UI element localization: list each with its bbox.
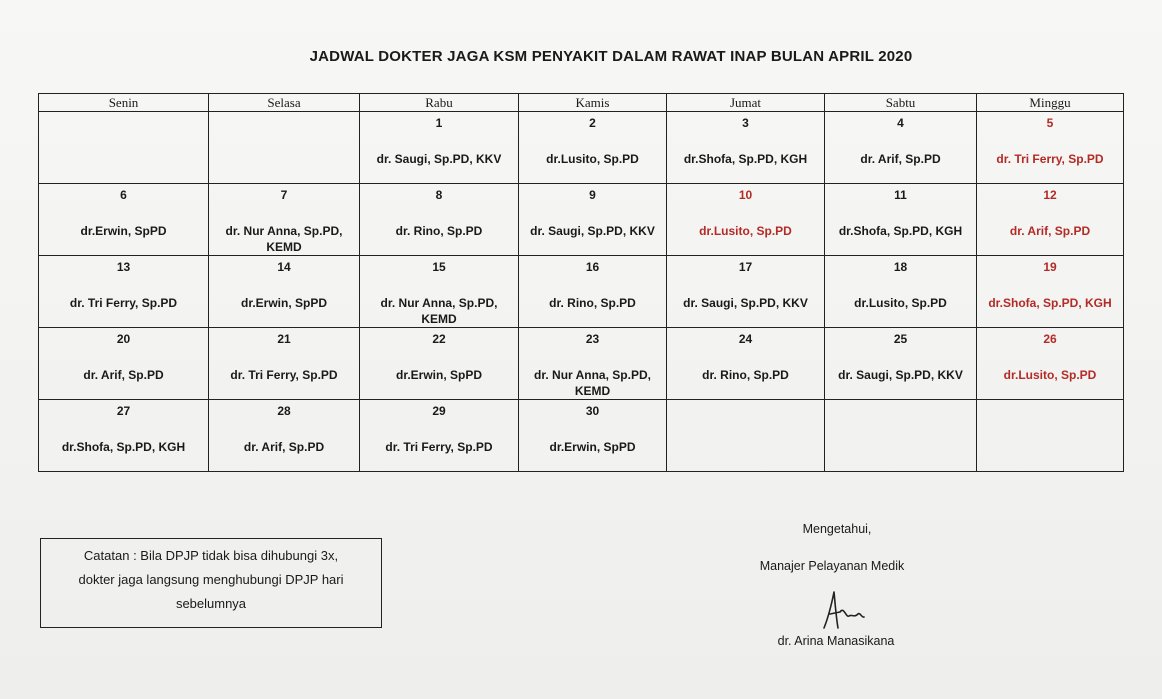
day-number: 6: [120, 188, 127, 202]
on-call-doctor: dr. Arif, Sp.PD: [243, 440, 325, 454]
signer-name: dr. Arina Manasikana: [777, 634, 895, 648]
on-call-doctor: dr. Arif, Sp.PD: [1009, 224, 1091, 238]
on-call-doctor: dr. Nur Anna, Sp.PD, KEMD: [380, 296, 498, 326]
day-cell: [209, 400, 360, 472]
day-number: 9: [589, 188, 596, 202]
day-number: 25: [893, 332, 908, 346]
day-cell: [977, 112, 1124, 184]
on-call-doctor: dr.Erwin, SpPD: [240, 296, 327, 310]
day-cell: [519, 256, 667, 328]
on-call-doctor: dr. Saugi, Sp.PD, KKV: [530, 224, 655, 238]
day-number: 17: [738, 260, 753, 274]
on-call-doctor: dr. Saugi, Sp.PD, KKV: [683, 296, 808, 310]
day-cell: [825, 328, 977, 400]
day-cell: [39, 256, 209, 328]
on-call-doctor: dr. Arif, Sp.PD: [83, 368, 164, 382]
day-number: 11: [894, 188, 907, 202]
day-number: 3: [742, 116, 749, 130]
schedule-title: JADWAL DOKTER JAGA KSM PENYAKIT DALAM RAWAT INAP BULAN APRIL 2020: [309, 48, 913, 65]
day-cell: [209, 328, 360, 400]
on-call-doctor: dr.Erwin, SpPD: [549, 440, 636, 454]
on-call-doctor: dr.Lusito, Sp.PD: [546, 152, 639, 166]
weekday-header: Kamis: [519, 94, 667, 112]
day-number: 23: [585, 332, 600, 346]
day-number: 5: [1046, 116, 1054, 130]
weekday-header: Senin: [39, 94, 209, 112]
weekday-header: Jumat: [667, 94, 825, 112]
day-cell: [39, 112, 209, 184]
day-cell: [360, 112, 519, 184]
day-number: 27: [116, 404, 131, 418]
signer-position: Manajer Pelayanan Medik: [759, 559, 905, 573]
day-cell: [977, 400, 1124, 472]
day-number: 18: [893, 260, 908, 274]
on-call-doctor: dr.Erwin, SpPD: [395, 368, 482, 382]
on-call-doctor: dr. Rino, Sp.PD: [702, 368, 789, 382]
day-cell: [825, 184, 977, 256]
on-call-doctor: dr.Lusito, Sp.PD: [699, 224, 792, 238]
day-cell: [667, 328, 825, 400]
on-call-doctor: dr. Tri Ferry, Sp.PD: [385, 440, 493, 454]
on-call-doctor: dr. Nur Anna, Sp.PD, KEMD: [534, 368, 651, 398]
day-number: 29: [432, 404, 446, 418]
weekday-header: Sabtu: [825, 94, 977, 112]
day-cell: [209, 112, 360, 184]
week-row: [39, 184, 1124, 256]
on-call-doctor: dr.Erwin, SpPD: [80, 224, 167, 238]
week-row: [39, 112, 1124, 184]
on-call-doctor: dr. Saugi, Sp.PD, KKV: [376, 152, 502, 166]
week-row: [39, 256, 1124, 328]
day-cell: [825, 112, 977, 184]
day-cell: [519, 184, 667, 256]
day-number: 22: [432, 332, 446, 346]
day-number: 10: [738, 188, 753, 202]
day-cell: [209, 256, 360, 328]
note-line: Catatan : Bila DPJP tidak bisa dihubungi 3x,: [83, 548, 339, 563]
day-cell: [977, 328, 1124, 400]
day-cell: [39, 184, 209, 256]
week-row: [39, 328, 1124, 400]
day-number: 16: [585, 260, 600, 274]
weekday-header: Rabu: [360, 94, 519, 112]
on-call-doctor: dr. Arif, Sp.PD: [860, 152, 941, 166]
day-cell: [39, 400, 209, 472]
day-cell: [667, 256, 825, 328]
note-box: [40, 538, 382, 628]
day-cell: [360, 256, 519, 328]
day-cell: [519, 112, 667, 184]
day-number: 21: [277, 332, 291, 346]
calendar-body: [39, 112, 1124, 472]
day-number: 28: [277, 404, 291, 418]
day-cell: [667, 112, 825, 184]
on-call-doctor: dr. Nur Anna, Sp.PD, KEMD: [225, 224, 343, 254]
day-cell: [360, 400, 519, 472]
day-cell: [825, 400, 977, 472]
day-cell: [519, 400, 667, 472]
day-number: 30: [585, 404, 600, 418]
week-row: [39, 400, 1124, 472]
day-number: 1: [435, 116, 443, 130]
day-cell: [667, 184, 825, 256]
on-call-doctor: dr.Lusito, Sp.PD: [854, 296, 947, 310]
on-call-doctor: dr. Saugi, Sp.PD, KKV: [838, 368, 963, 382]
on-call-doctor: dr. Tri Ferry, Sp.PD: [69, 296, 178, 310]
on-call-doctor: dr.Shofa, Sp.PD, KGH: [683, 152, 808, 166]
on-call-doctor: dr. Tri Ferry, Sp.PD: [230, 368, 338, 382]
handwritten-signature-icon: [818, 588, 868, 632]
day-number: 4: [897, 116, 904, 130]
on-call-doctor: dr. Tri Ferry, Sp.PD: [996, 152, 1104, 166]
on-call-doctor: dr.Lusito, Sp.PD: [1003, 368, 1097, 382]
day-number: 12: [1043, 188, 1057, 202]
note-line: dokter jaga langsung menghubungi DPJP hari: [78, 572, 344, 587]
day-cell: [977, 184, 1124, 256]
weekday-header-row: [39, 94, 1124, 112]
day-cell: [360, 328, 519, 400]
day-number: 14: [277, 260, 291, 274]
note-line: sebelumnya: [175, 596, 247, 611]
day-cell: [825, 256, 977, 328]
day-cell: [519, 328, 667, 400]
day-cell: [667, 400, 825, 472]
day-cell: [360, 184, 519, 256]
day-number: 26: [1043, 332, 1057, 346]
on-call-doctor: dr. Rino, Sp.PD: [395, 224, 483, 238]
day-number: 24: [738, 332, 753, 346]
day-number: 15: [432, 260, 446, 274]
day-cell: [39, 328, 209, 400]
day-number: 13: [116, 260, 131, 274]
on-call-doctor: dr.Shofa, Sp.PD, KGH: [61, 440, 186, 454]
on-call-doctor: dr.Shofa, Sp.PD, KGH: [988, 296, 1112, 310]
day-cell: [977, 256, 1124, 328]
weekday-header: Selasa: [209, 94, 360, 112]
day-number: 2: [589, 116, 596, 130]
day-number: 8: [435, 188, 443, 202]
day-number: 20: [116, 332, 131, 346]
schedule-calendar-table: [38, 93, 1124, 472]
day-number: 7: [280, 188, 288, 202]
on-call-doctor: dr.Shofa, Sp.PD, KGH: [838, 224, 963, 238]
day-number: 19: [1043, 260, 1057, 274]
acknowledged-label: Mengetahui,: [802, 522, 872, 536]
day-cell: [209, 184, 360, 256]
weekday-header: Minggu: [977, 94, 1124, 112]
on-call-doctor: dr. Rino, Sp.PD: [549, 296, 636, 310]
